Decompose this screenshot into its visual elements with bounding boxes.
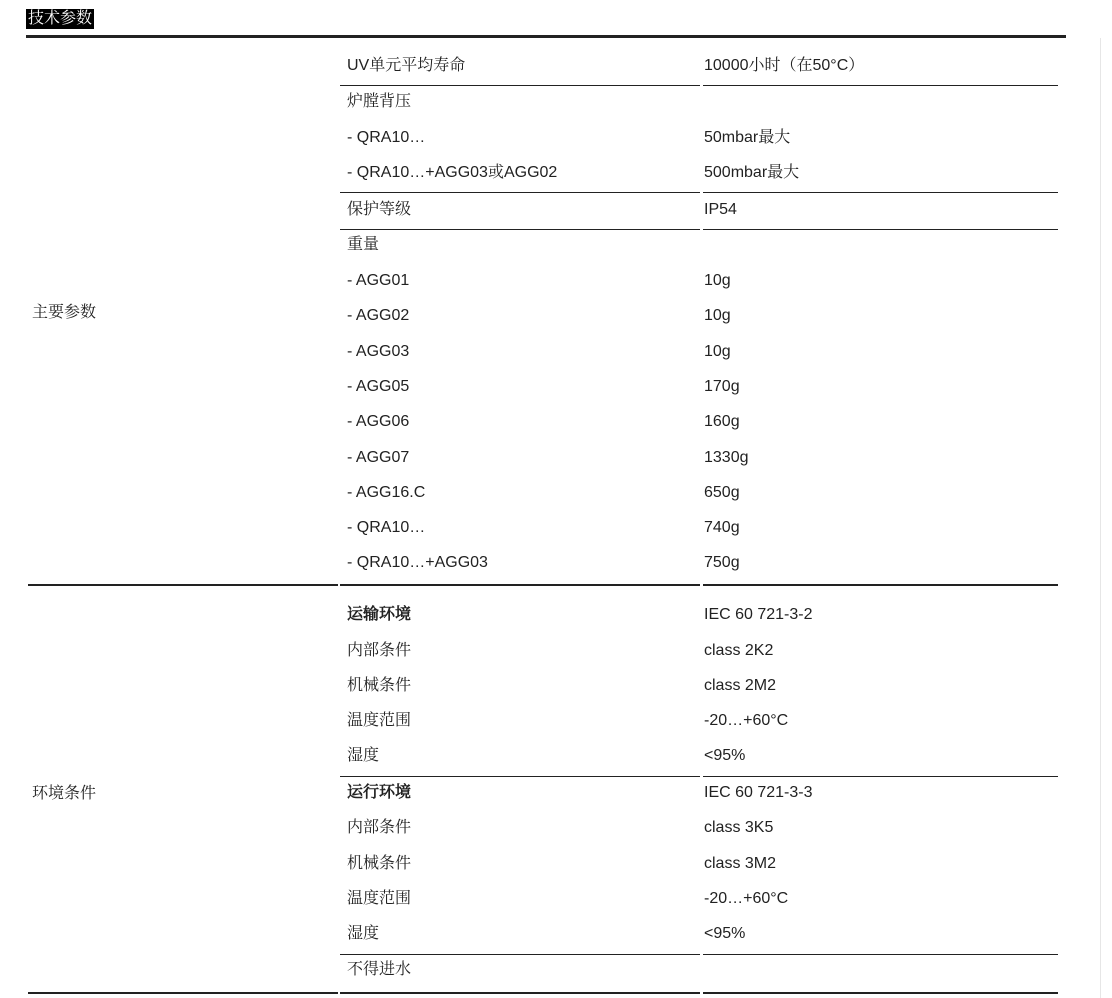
param-cell: UV单元平均寿命 bbox=[347, 57, 466, 74]
value-cell: <95% bbox=[704, 925, 746, 942]
row-divider bbox=[703, 192, 1058, 193]
value-cell: 10000小时（在50°C） bbox=[704, 57, 865, 74]
row-divider bbox=[340, 229, 700, 230]
value-cell: IEC 60 721-3-2 bbox=[704, 606, 813, 623]
row-divider bbox=[703, 954, 1058, 955]
row-divider bbox=[340, 192, 700, 193]
param-cell: 温度范围 bbox=[347, 712, 412, 729]
param-cell: - AGG02 bbox=[347, 307, 410, 324]
value-cell: 740g bbox=[704, 519, 740, 536]
section-divider bbox=[703, 992, 1058, 994]
value-cell: 10g bbox=[704, 343, 731, 360]
section-divider bbox=[28, 584, 338, 586]
param-cell: 机械条件 bbox=[347, 855, 412, 872]
row-divider bbox=[703, 776, 1058, 777]
row-divider bbox=[703, 85, 1058, 86]
row-divider bbox=[340, 85, 700, 86]
row-divider bbox=[340, 954, 700, 955]
param-cell: 机械条件 bbox=[347, 677, 412, 694]
value-cell: class 3M2 bbox=[704, 855, 777, 872]
section-divider bbox=[703, 584, 1058, 586]
value-cell: 10g bbox=[704, 272, 731, 289]
value-cell: -20…+60°C bbox=[704, 712, 789, 729]
param-cell: 温度范围 bbox=[347, 890, 412, 907]
param-cell: - QRA10…+AGG03或AGG02 bbox=[347, 164, 558, 181]
param-cell: 内部条件 bbox=[347, 642, 412, 659]
param-cell: 湿度 bbox=[347, 747, 380, 764]
value-cell: IP54 bbox=[704, 201, 737, 218]
row-divider bbox=[703, 229, 1058, 230]
param-cell: - AGG16.C bbox=[347, 484, 426, 501]
page-right-border bbox=[1100, 38, 1101, 998]
value-cell: 1330g bbox=[704, 449, 749, 466]
value-cell: <95% bbox=[704, 747, 746, 764]
value-cell: 500mbar最大 bbox=[704, 164, 800, 181]
param-cell: - AGG07 bbox=[347, 449, 410, 466]
value-cell: class 2K2 bbox=[704, 642, 774, 659]
param-cell: 运行环境 bbox=[347, 784, 412, 801]
param-cell: - AGG01 bbox=[347, 272, 410, 289]
title-rule bbox=[26, 35, 1066, 38]
value-cell: 170g bbox=[704, 378, 740, 395]
param-cell: - QRA10… bbox=[347, 129, 426, 146]
section-divider bbox=[340, 992, 700, 994]
section-label: 环境条件 bbox=[32, 785, 97, 802]
value-cell: 10g bbox=[704, 307, 731, 324]
section-divider bbox=[340, 584, 700, 586]
value-cell: 650g bbox=[704, 484, 740, 501]
value-cell: IEC 60 721-3-3 bbox=[704, 784, 813, 801]
value-cell: -20…+60°C bbox=[704, 890, 789, 907]
param-cell: 炉膛背压 bbox=[347, 93, 412, 110]
value-cell: 750g bbox=[704, 554, 740, 571]
row-divider bbox=[340, 776, 700, 777]
param-cell: 重量 bbox=[347, 236, 380, 253]
value-cell: class 2M2 bbox=[704, 677, 777, 694]
param-cell: 湿度 bbox=[347, 925, 380, 942]
section-divider bbox=[28, 992, 338, 994]
param-cell: 内部条件 bbox=[347, 819, 412, 836]
param-cell: - AGG06 bbox=[347, 413, 410, 430]
value-cell: 160g bbox=[704, 413, 740, 430]
page-title: 技术参数 bbox=[28, 10, 93, 27]
value-cell: 50mbar最大 bbox=[704, 129, 791, 146]
param-cell: 不得进水 bbox=[347, 961, 412, 978]
param-cell: - AGG03 bbox=[347, 343, 410, 360]
section-label: 主要参数 bbox=[32, 304, 97, 321]
value-cell: class 3K5 bbox=[704, 819, 774, 836]
param-cell: 保护等级 bbox=[347, 201, 412, 218]
param-cell: - QRA10… bbox=[347, 519, 426, 536]
param-cell: - AGG05 bbox=[347, 378, 410, 395]
param-cell: 运输环境 bbox=[347, 606, 412, 623]
param-cell: - QRA10…+AGG03 bbox=[347, 554, 488, 571]
